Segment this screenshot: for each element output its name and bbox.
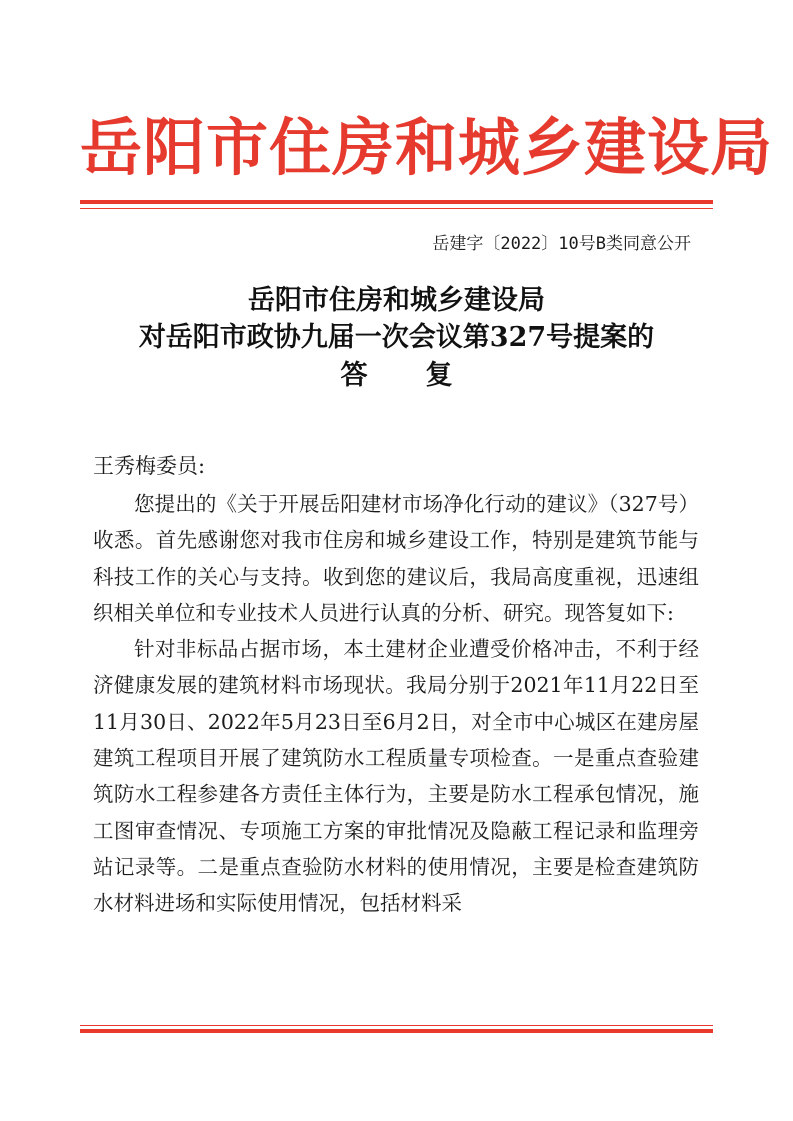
paragraph-1: 您提出的《关于开展岳阳建材市场净化行动的建议》（327号）收悉。首先感谢您对我市住房和城乡建设工作，特别是建筑节能与科技工作的关心与支持。收到您的建议后，我局高度重视，迅速组织相关单位和专业技术人员进行认真的分析、研究。现答复如下: [93, 492, 699, 625]
org-letterhead: 岳阳市住房和城乡建设局 [80, 111, 774, 184]
paragraph-2: 针对非标品占据市场，本土建材企业遭受价格冲击，不利于经济健康发展的建筑材料市场现状。我局分别于2021年11月22日至11月30日、2022年5月23日至6月2日，对全市中心城区在建房屋建筑工程项目开展了建筑防水工程质量专项检查。一是重点查验建筑防水工程参建各方责任主体行为，主要是防水工程承包情况，施工图审查情况、专项施工方案的审批情况及隐蔽工程记录和监理旁站记录等。二是重点查验防水材料的使用情况，主要是检查建筑防水材料进场和实际使用情况，包括材料采 [93, 637, 699, 916]
body-text [93, 486, 699, 922]
title-line-3: 答复 [340, 360, 511, 391]
salutation: 王秀梅委员: [93, 454, 206, 478]
title-line-1: 岳阳市住房和城乡建设局 [248, 285, 545, 316]
document-title [80, 282, 713, 396]
footer-divider-thin [80, 1025, 713, 1026]
letterhead-divider-thick [80, 200, 713, 204]
footer-divider-thick [80, 1029, 713, 1033]
title-line-2: 对岳阳市政协九届一次会议第327号提案的 [138, 322, 655, 353]
letterhead-divider-thin [80, 208, 713, 209]
document-number: 岳建字〔2022〕10号B类同意公开 [432, 234, 691, 254]
